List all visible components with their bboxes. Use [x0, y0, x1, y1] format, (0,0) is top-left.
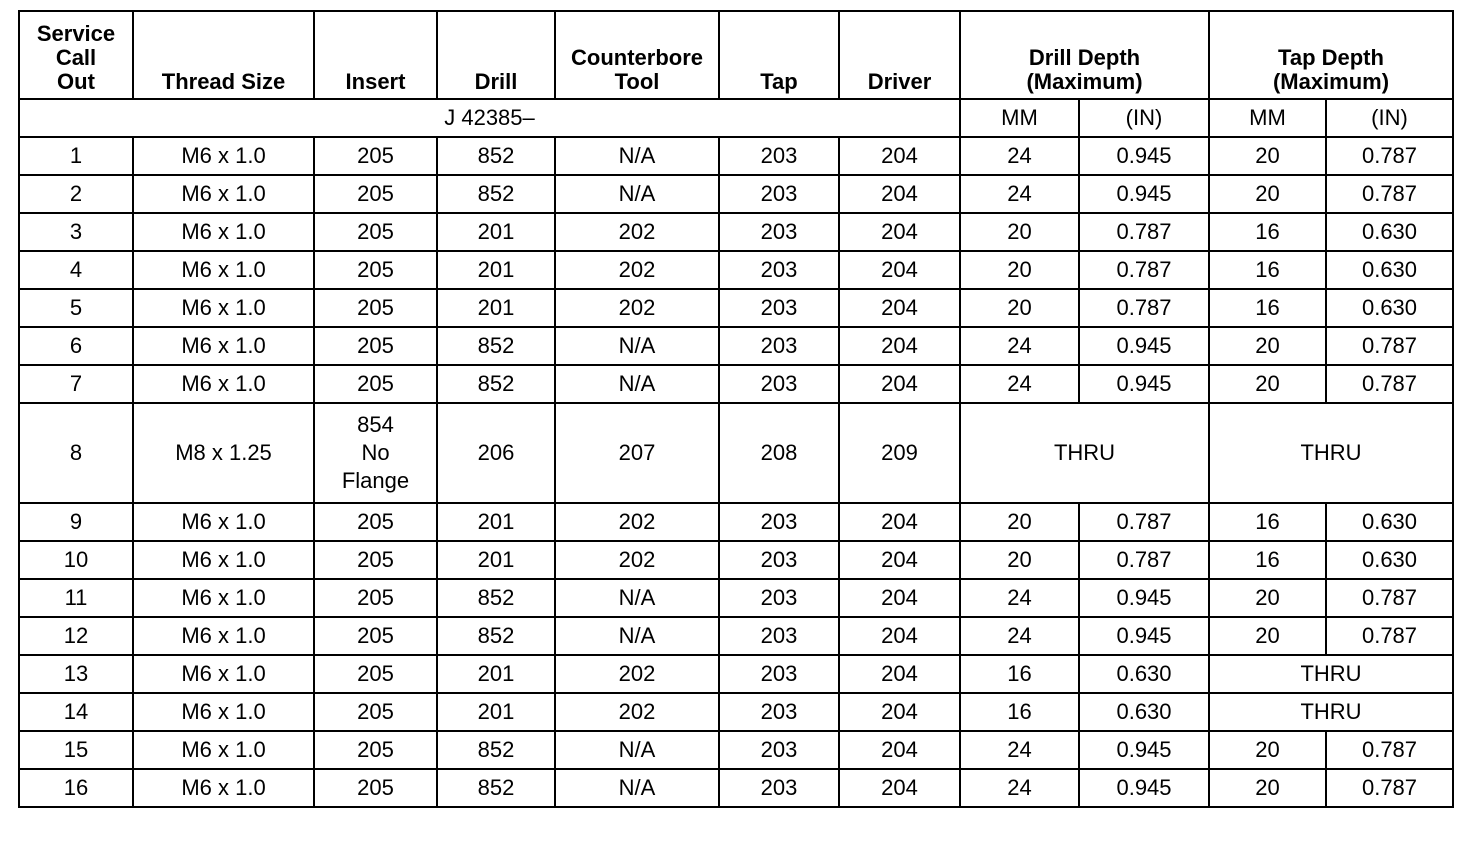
drill-depth-in-cell: 0.787 [1079, 503, 1209, 541]
insert-cell: 205 [314, 693, 437, 731]
drill-depth-mm-cell: 24 [960, 579, 1079, 617]
drill-depth-mm-cell: 24 [960, 175, 1079, 213]
drill-cell: 206 [437, 403, 555, 503]
driver-cell: 204 [839, 327, 960, 365]
drill-depth-mm-cell: 16 [960, 693, 1079, 731]
counterbore-cell: 202 [555, 655, 719, 693]
callout-cell: 5 [19, 289, 133, 327]
table-row [19, 617, 1453, 655]
drill-cell: 852 [437, 365, 555, 403]
drill-depth-mm-cell: 16 [960, 655, 1079, 693]
tap-depth-mm-cell: 16 [1209, 289, 1326, 327]
drill-depth-mm-cell: 24 [960, 327, 1079, 365]
tap-depth-mm-cell: 20 [1209, 769, 1326, 807]
drill-depth-in-cell: 0.787 [1079, 289, 1209, 327]
tap-depth-thru-cell: THRU [1209, 655, 1453, 693]
drill-cell: 201 [437, 289, 555, 327]
insert-cell: 205 [314, 541, 437, 579]
tap-depth-mm-cell: 20 [1209, 579, 1326, 617]
drill-mm-label: MM [960, 99, 1079, 137]
tap-depth-thru-cell: THRU [1209, 403, 1453, 503]
driver-cell: 204 [839, 213, 960, 251]
tap-depth-in-cell: 0.787 [1326, 365, 1453, 403]
tap-depth-mm-cell: 20 [1209, 137, 1326, 175]
tap-cell: 203 [719, 251, 839, 289]
drill-cell: 852 [437, 137, 555, 175]
counterbore-cell: N/A [555, 365, 719, 403]
thread-size-cell: M6 x 1.0 [133, 365, 314, 403]
thread-size-cell: M6 x 1.0 [133, 693, 314, 731]
table-row [19, 503, 1453, 541]
insert-cell: 205 [314, 175, 437, 213]
tap-depth-in-cell: 0.787 [1326, 137, 1453, 175]
callout-cell: 8 [19, 403, 133, 503]
drill-depth-mm-cell: 24 [960, 769, 1079, 807]
counterbore-cell: N/A [555, 731, 719, 769]
tap-depth-thru-cell: THRU [1209, 693, 1453, 731]
insert-cell: 205 [314, 365, 437, 403]
tap-cell: 203 [719, 541, 839, 579]
header-service-call-out: Service Call Out [19, 11, 133, 99]
driver-cell: 204 [839, 541, 960, 579]
drill-cell: 852 [437, 579, 555, 617]
drill-in-label: (IN) [1079, 99, 1209, 137]
tap-cell: 203 [719, 213, 839, 251]
driver-cell: 204 [839, 365, 960, 403]
driver-cell: 204 [839, 137, 960, 175]
counterbore-cell: N/A [555, 137, 719, 175]
table-row [19, 403, 1453, 503]
callout-cell: 13 [19, 655, 133, 693]
drill-depth-mm-cell: 20 [960, 503, 1079, 541]
tool-prefix: J 42385– [19, 99, 960, 137]
drill-cell: 852 [437, 175, 555, 213]
callout-cell: 6 [19, 327, 133, 365]
tap-cell: 203 [719, 175, 839, 213]
counterbore-cell: N/A [555, 617, 719, 655]
table-row [19, 251, 1453, 289]
drill-depth-in-cell: 0.945 [1079, 175, 1209, 213]
drill-cell: 852 [437, 327, 555, 365]
thread-size-cell: M6 x 1.0 [133, 579, 314, 617]
counterbore-cell: N/A [555, 579, 719, 617]
table-row [19, 655, 1453, 693]
drill-depth-mm-cell: 20 [960, 213, 1079, 251]
callout-cell: 7 [19, 365, 133, 403]
header-tap-depth: Tap Depth (Maximum) [1209, 11, 1453, 99]
thread-size-cell: M6 x 1.0 [133, 137, 314, 175]
insert-cell: 205 [314, 655, 437, 693]
drill-depth-in-cell: 0.945 [1079, 769, 1209, 807]
drill-cell: 201 [437, 655, 555, 693]
callout-cell: 14 [19, 693, 133, 731]
table-row [19, 289, 1453, 327]
insert-tool-table [18, 10, 1454, 808]
table-row [19, 731, 1453, 769]
drill-depth-in-cell: 0.945 [1079, 579, 1209, 617]
thread-size-cell: M8 x 1.25 [133, 403, 314, 503]
thread-size-cell: M6 x 1.0 [133, 327, 314, 365]
tap-cell: 203 [719, 579, 839, 617]
counterbore-cell: 202 [555, 289, 719, 327]
callout-cell: 15 [19, 731, 133, 769]
tap-depth-in-cell: 0.630 [1326, 251, 1453, 289]
drill-depth-mm-cell: 20 [960, 541, 1079, 579]
drill-depth-mm-cell: 24 [960, 617, 1079, 655]
insert-cell: 205 [314, 137, 437, 175]
drill-cell: 852 [437, 769, 555, 807]
driver-cell: 204 [839, 175, 960, 213]
counterbore-cell: N/A [555, 175, 719, 213]
callout-cell: 1 [19, 137, 133, 175]
driver-cell: 204 [839, 655, 960, 693]
table-row [19, 327, 1453, 365]
table-row [19, 769, 1453, 807]
table-row [19, 213, 1453, 251]
callout-cell: 2 [19, 175, 133, 213]
counterbore-cell: 202 [555, 693, 719, 731]
drill-depth-mm-cell: 20 [960, 289, 1079, 327]
driver-cell: 204 [839, 503, 960, 541]
table-row [19, 175, 1453, 213]
tap-cell: 203 [719, 769, 839, 807]
driver-cell: 204 [839, 289, 960, 327]
insert-cell: 205 [314, 327, 437, 365]
tap-depth-in-cell: 0.787 [1326, 769, 1453, 807]
drill-cell: 852 [437, 731, 555, 769]
callout-cell: 3 [19, 213, 133, 251]
counterbore-cell: 202 [555, 213, 719, 251]
driver-cell: 204 [839, 693, 960, 731]
callout-cell: 4 [19, 251, 133, 289]
thread-size-cell: M6 x 1.0 [133, 175, 314, 213]
tap-cell: 208 [719, 403, 839, 503]
tap-depth-mm-cell: 20 [1209, 731, 1326, 769]
counterbore-cell: N/A [555, 769, 719, 807]
drill-depth-in-cell: 0.945 [1079, 327, 1209, 365]
table-row [19, 541, 1453, 579]
table-row [19, 137, 1453, 175]
table-row [19, 693, 1453, 731]
insert-cell: 205 [314, 503, 437, 541]
callout-cell: 16 [19, 769, 133, 807]
drill-depth-in-cell: 0.945 [1079, 137, 1209, 175]
tap-depth-in-cell: 0.787 [1326, 175, 1453, 213]
header-insert: Insert [314, 11, 437, 99]
thread-size-cell: M6 x 1.0 [133, 503, 314, 541]
tap-cell: 203 [719, 365, 839, 403]
drill-depth-in-cell: 0.630 [1079, 693, 1209, 731]
tap-depth-mm-cell: 16 [1209, 541, 1326, 579]
tap-depth-mm-cell: 20 [1209, 175, 1326, 213]
counterbore-cell: 202 [555, 503, 719, 541]
counterbore-cell: 202 [555, 541, 719, 579]
counterbore-cell: N/A [555, 327, 719, 365]
tap-depth-mm-cell: 20 [1209, 327, 1326, 365]
tap-cell: 203 [719, 731, 839, 769]
driver-cell: 204 [839, 731, 960, 769]
header-tap: Tap [719, 11, 839, 99]
insert-cell: 205 [314, 769, 437, 807]
tap-depth-mm-cell: 16 [1209, 503, 1326, 541]
insert-cell [314, 403, 437, 503]
tap-depth-in-cell: 0.630 [1326, 503, 1453, 541]
tap-cell: 203 [719, 655, 839, 693]
insert-number: 854 [357, 412, 394, 437]
table-row [19, 365, 1453, 403]
tap-depth-mm-cell: 16 [1209, 213, 1326, 251]
thread-size-cell: M6 x 1.0 [133, 289, 314, 327]
insert-cell: 205 [314, 731, 437, 769]
thread-size-cell: M6 x 1.0 [133, 731, 314, 769]
drill-depth-mm-cell: 24 [960, 365, 1079, 403]
insert-cell: 205 [314, 617, 437, 655]
tap-cell: 203 [719, 137, 839, 175]
tap-depth-in-cell: 0.787 [1326, 327, 1453, 365]
callout-cell: 10 [19, 541, 133, 579]
drill-depth-in-cell: 0.945 [1079, 617, 1209, 655]
tap-cell: 203 [719, 289, 839, 327]
thread-size-cell: M6 x 1.0 [133, 617, 314, 655]
header-drill: Drill [437, 11, 555, 99]
drill-depth-thru-cell: THRU [960, 403, 1209, 503]
driver-cell: 209 [839, 403, 960, 503]
insert-cell: 205 [314, 289, 437, 327]
driver-cell: 204 [839, 617, 960, 655]
thread-size-cell: M6 x 1.0 [133, 213, 314, 251]
drill-depth-in-cell: 0.787 [1079, 251, 1209, 289]
tap-cell: 203 [719, 617, 839, 655]
drill-depth-in-cell: 0.945 [1079, 365, 1209, 403]
counterbore-cell: 207 [555, 403, 719, 503]
drill-cell: 201 [437, 693, 555, 731]
tap-depth-in-cell: 0.787 [1326, 617, 1453, 655]
header-counterbore-tool: Counterbore Tool [555, 11, 719, 99]
tap-cell: 203 [719, 327, 839, 365]
driver-cell: 204 [839, 579, 960, 617]
insert-note-line2: Flange [341, 468, 410, 493]
drill-depth-in-cell: 0.945 [1079, 731, 1209, 769]
header-row [19, 11, 1453, 99]
tap-in-label: (IN) [1326, 99, 1453, 137]
driver-cell: 204 [839, 769, 960, 807]
tap-depth-mm-cell: 20 [1209, 617, 1326, 655]
tap-depth-mm-cell: 20 [1209, 365, 1326, 403]
insert-note-line1: No [361, 440, 390, 465]
drill-depth-mm-cell: 24 [960, 137, 1079, 175]
header-driver: Driver [839, 11, 960, 99]
thread-size-cell: M6 x 1.0 [133, 541, 314, 579]
tap-cell: 203 [719, 693, 839, 731]
thread-size-cell: M6 x 1.0 [133, 769, 314, 807]
driver-cell: 204 [839, 251, 960, 289]
thread-size-cell: M6 x 1.0 [133, 655, 314, 693]
tap-cell: 203 [719, 503, 839, 541]
drill-cell: 201 [437, 213, 555, 251]
callout-cell: 11 [19, 579, 133, 617]
table-row [19, 579, 1453, 617]
drill-depth-in-cell: 0.787 [1079, 213, 1209, 251]
callout-cell: 12 [19, 617, 133, 655]
tap-mm-label: MM [1209, 99, 1326, 137]
drill-depth-mm-cell: 24 [960, 731, 1079, 769]
subheader-row [19, 99, 1453, 137]
drill-cell: 201 [437, 503, 555, 541]
drill-cell: 201 [437, 541, 555, 579]
drill-depth-in-cell: 0.630 [1079, 655, 1209, 693]
drill-depth-in-cell: 0.787 [1079, 541, 1209, 579]
tap-depth-in-cell: 0.787 [1326, 579, 1453, 617]
tap-depth-in-cell: 0.787 [1326, 731, 1453, 769]
insert-cell: 205 [314, 251, 437, 289]
header-thread-size: Thread Size [133, 11, 314, 99]
tap-depth-in-cell: 0.630 [1326, 541, 1453, 579]
insert-cell: 205 [314, 213, 437, 251]
counterbore-cell: 202 [555, 251, 719, 289]
tap-depth-mm-cell: 16 [1209, 251, 1326, 289]
tap-depth-in-cell: 0.630 [1326, 289, 1453, 327]
drill-depth-mm-cell: 20 [960, 251, 1079, 289]
insert-cell: 205 [314, 579, 437, 617]
tap-depth-in-cell: 0.630 [1326, 213, 1453, 251]
drill-cell: 201 [437, 251, 555, 289]
thread-size-cell: M6 x 1.0 [133, 251, 314, 289]
drill-cell: 852 [437, 617, 555, 655]
callout-cell: 9 [19, 503, 133, 541]
header-drill-depth: Drill Depth (Maximum) [960, 11, 1209, 99]
